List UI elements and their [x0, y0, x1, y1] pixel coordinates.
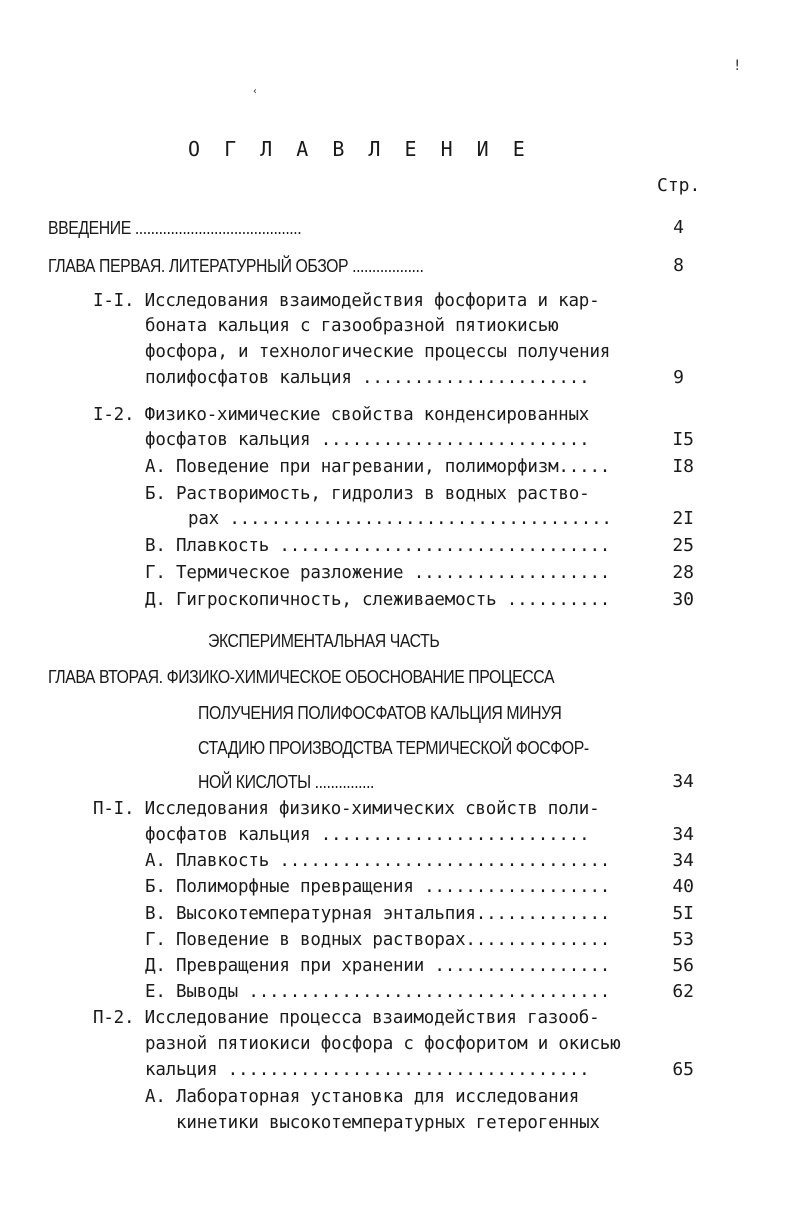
corner-mark: ! [733, 58, 742, 74]
toc-page: 34 [672, 824, 694, 845]
page-column-label: Стр. [657, 175, 701, 196]
toc-page: 65 [672, 1059, 694, 1080]
toc-entry: кинетики высокотемпературных гетерогенных [176, 1113, 600, 1133]
toc-entry: А. Лабораторная установка для исследования [145, 1087, 580, 1107]
toc-entry: разной пятиокиси фосфора с фосфоритом и окисью [145, 1034, 621, 1054]
toc-entry: В. Плавкость ................................ [145, 536, 611, 556]
toc-page: 34 [672, 850, 694, 871]
toc-entry: НОЙ КИСЛОТЫ ............... [198, 772, 375, 792]
toc-page: 5I [672, 903, 694, 924]
toc-page: 30 [672, 589, 694, 610]
toc-entry: В. Высокотемпературная энтальпия............. [145, 904, 611, 924]
toc-entry-chapter-1: ГЛАВА ПЕРВАЯ. ЛИТЕРАТУРНЫЙ ОБЗОР .................. [48, 256, 424, 276]
toc-entry: фосфатов кальция .......................... [145, 430, 590, 450]
toc-page: 62 [672, 981, 694, 1002]
toc-entry: Д. Гигроскопичность, слеживаемость .......... [145, 590, 611, 610]
toc-entry: бoната кальция с газообразной пятиокисью [145, 316, 559, 336]
toc-page: 40 [672, 876, 694, 897]
toc-page: I5 [672, 429, 694, 450]
toc-entry: рах ..................................... [188, 509, 612, 529]
toc-entry: П-2. Исследование процесса взаимодействия газооб- [93, 1008, 600, 1028]
toc-entry: полифосфатов кальция ...................... [145, 368, 590, 388]
toc-page: 25 [672, 535, 694, 556]
toc-entry: фосфора, и технологические процессы получения [145, 342, 611, 362]
toc-entry-chapter-2: ГЛАВА ВТОРАЯ. ФИЗИКО-ХИМИЧЕСКОЕ ОБОСНОВАНИЕ ПРОЦЕССА [48, 667, 555, 687]
toc-title: О Г Л А В Л Е Н И Е [188, 137, 531, 161]
toc-entry: Б. Растворимость, гидролиз в водных раство- [145, 484, 590, 504]
toc-page: 34 [672, 771, 694, 792]
toc-page: 2I [672, 508, 694, 529]
toc-entry: А. Поведение при нагревании, полиморфизм..... [145, 457, 611, 477]
toc-entry: Е. Выводы ................................... [145, 982, 611, 1002]
toc-entry: Г. Термическое разложение ................... [145, 563, 611, 583]
section-heading-experimental: ЭКСПЕРИМЕНТАЛЬНАЯ ЧАСТЬ [208, 631, 440, 651]
toc-entry: П-I. Исследования физико-химических свойств поли- [93, 799, 600, 819]
toc-page: 28 [672, 562, 694, 583]
toc-entry: Г. Поведение в водных растворах.............. [145, 930, 611, 950]
toc-entry: I-I. Исследования взаимодействия фосфорита и кар- [93, 291, 600, 311]
toc-entry: СТАДИЮ ПРОИЗВОДСТВА ТЕРМИЧЕСКОЙ ФОСФОР- [198, 738, 589, 758]
toc-page: 9 [673, 367, 684, 388]
toc-page: 53 [672, 929, 694, 950]
toc-entry: кальция ................................... [145, 1060, 590, 1080]
toc-page: 8 [673, 255, 684, 276]
toc-entry: Б. Полиморфные превращения .................. [145, 877, 611, 897]
toc-page: 4 [673, 217, 684, 238]
toc-entry: А. Плавкость ................................ [145, 851, 611, 871]
small-mark: ‹ [252, 86, 259, 97]
toc-entry: ПОЛУЧЕНИЯ ПОЛИФОСФАТОВ КАЛЬЦИЯ МИНУЯ [198, 703, 562, 723]
toc-page: 56 [672, 955, 694, 976]
toc-entry: Д. Превращения при хранении ................. [145, 956, 611, 976]
toc-page: I8 [672, 456, 694, 477]
toc-entry: фосфатов кальция .......................... [145, 825, 590, 845]
toc-entry: I-2. Физико-химические свойства конденсированных [93, 405, 590, 425]
toc-entry-introduction: ВВЕДЕНИЕ .......................................... [48, 218, 302, 238]
